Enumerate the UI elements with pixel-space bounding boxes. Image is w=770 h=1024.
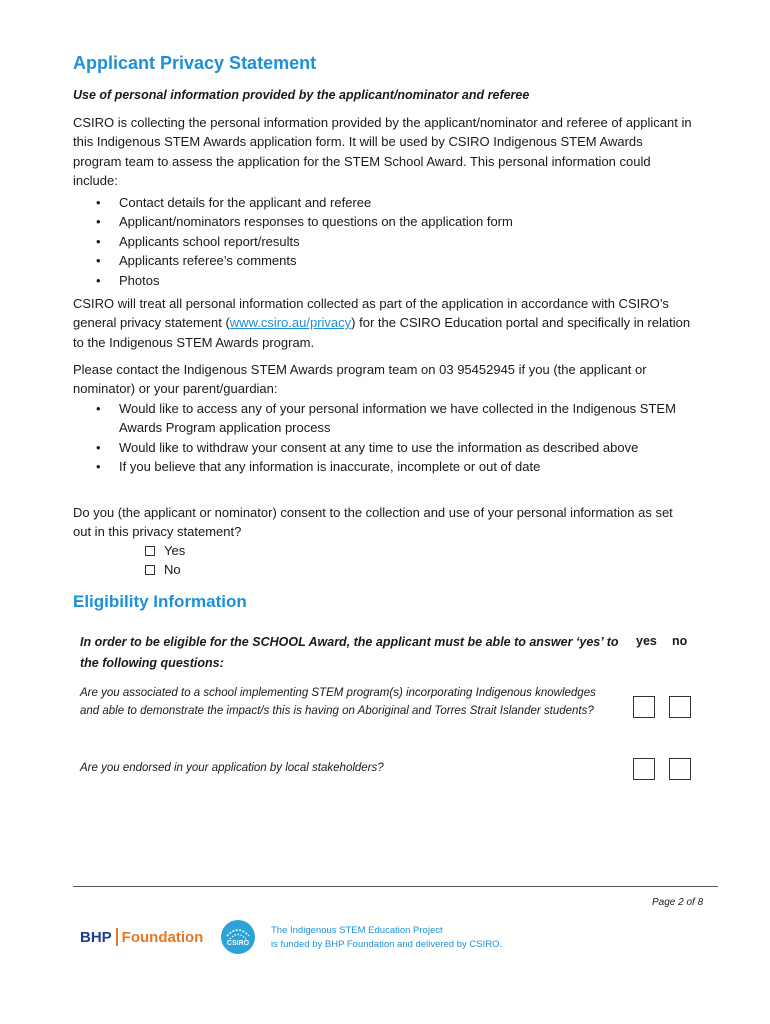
list-item: • Applicant/nominators responses to questions on the application form bbox=[92, 212, 692, 231]
treatment-text-after: ) for the CSIRO Education portal and specifically in relation to the Indigenous STEM Awards program. bbox=[73, 315, 691, 350]
eligibility-heading: Eligibility Information bbox=[73, 592, 247, 611]
question-2-yes-checkbox[interactable] bbox=[633, 758, 655, 780]
csiro-logo-text: CSIRO bbox=[226, 940, 250, 947]
foundation-logo-text: Foundation bbox=[121, 928, 204, 946]
question-2-no-checkbox[interactable] bbox=[669, 758, 691, 780]
contact-paragraph: Please contact the Indigenous STEM Awards program team on 03 95452945 if you (the applicant or nominator) or your parent/guardian: bbox=[73, 362, 647, 397]
consent-question: Do you (the applicant or nominator) consent to the collection and use of your personal information as set out in this privacy statement? bbox=[73, 505, 673, 540]
consent-yes-option[interactable] bbox=[145, 543, 185, 558]
page-number: Page 2 of 8 bbox=[652, 897, 704, 908]
eligibility-intro: In order to be eligible for the SCHOOL Award, the applicant must be able to answer ‘yes’ to the following questions: bbox=[80, 635, 619, 670]
funding-line-1: The Indigenous STEM Education Project bbox=[271, 925, 443, 936]
privacy-intro: CSIRO is collecting the personal information provided by the applicant/nominator and referee of applicant in this Indigenous STEM Awards application form. It will be used by CSIRO Indigenous STEM Awards program team to assess the application for the STEM School Award. This personal information could include: bbox=[73, 115, 692, 189]
list-item: • Would like to withdraw your consent at any time to use the information as described above bbox=[92, 438, 692, 457]
csiro-logo bbox=[221, 920, 255, 954]
contact-list bbox=[92, 399, 692, 477]
checkbox-icon[interactable] bbox=[145, 546, 155, 556]
consent-no-option[interactable] bbox=[145, 562, 181, 577]
logo-separator bbox=[116, 928, 118, 946]
list-item: • Photos bbox=[92, 271, 692, 290]
funding-line-2: is funded by BHP Foundation and delivered by CSIRO. bbox=[271, 938, 503, 950]
list-item: • Applicants referee’s comments bbox=[92, 251, 692, 270]
privacy-heading: Applicant Privacy Statement bbox=[73, 53, 317, 73]
consent-yes-label: Yes bbox=[164, 543, 186, 558]
yes-column-header: yes bbox=[636, 634, 657, 648]
eligibility-question-1: Are you associated to a school implementing STEM program(s) incorporating Indigenous knowledges and able to demonstrate the impact/s this is having on Aboriginal and Torres Strait Islander students? bbox=[80, 687, 596, 717]
bhp-logo-text: BHP bbox=[80, 928, 112, 946]
bhp-foundation-logo bbox=[80, 928, 203, 946]
no-column-header: no bbox=[672, 634, 688, 648]
privacy-treatment-paragraph bbox=[73, 294, 693, 352]
csiro-logo-icon bbox=[221, 920, 255, 954]
consent-no-label: No bbox=[164, 562, 181, 577]
treatment-text-before: CSIRO will treat all personal information collected as part of the application in accordance with CSIRO’s general privacy statement ( bbox=[73, 296, 669, 331]
funding-statement bbox=[271, 924, 502, 951]
checkbox-icon[interactable] bbox=[145, 565, 155, 575]
privacy-subheading: Use of personal information provided by the applicant/nominator and referee bbox=[73, 88, 530, 102]
list-item: • Contact details for the applicant and referee bbox=[92, 193, 692, 212]
eligibility-question-2: Are you endorsed in your application by local stakeholders? bbox=[80, 762, 384, 774]
personal-info-list bbox=[92, 193, 692, 290]
list-item: • Would like to access any of your personal information we have collected in the Indigenous STEM Awards Program application process bbox=[92, 399, 692, 438]
footer-divider bbox=[73, 886, 718, 887]
question-1-yes-checkbox[interactable] bbox=[633, 696, 655, 718]
list-item: • If you believe that any information is inaccurate, incomplete or out of date bbox=[92, 457, 692, 476]
privacy-link[interactable]: www.csiro.au/privacy bbox=[229, 315, 352, 331]
list-item: • Applicants school report/results bbox=[92, 232, 692, 251]
question-1-no-checkbox[interactable] bbox=[669, 696, 691, 718]
